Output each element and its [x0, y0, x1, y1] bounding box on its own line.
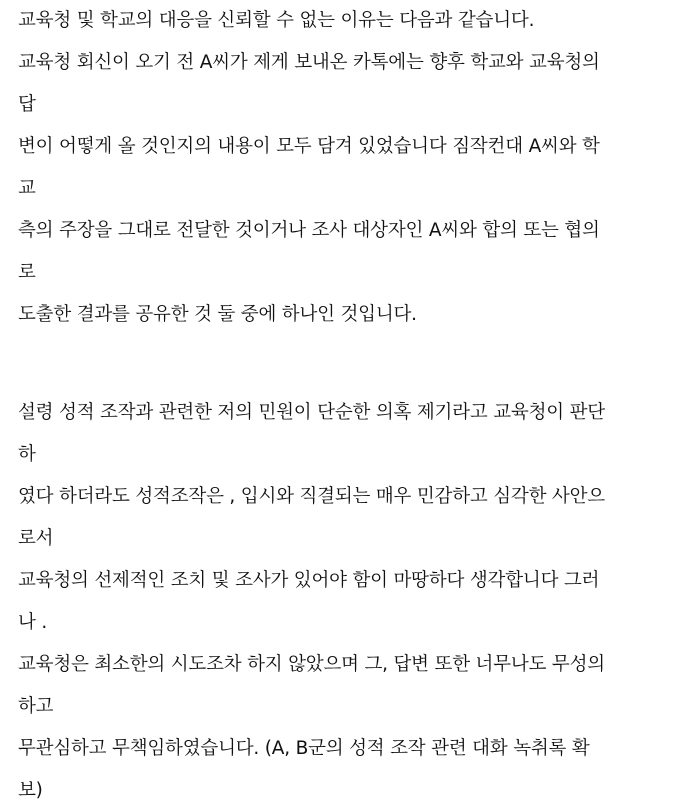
document-body	[18, 0, 694, 812]
paragraph-gap	[18, 336, 694, 392]
text-line: 보)	[18, 780, 43, 801]
text-line: 교육청 및 학교의 대응을 신뢰할 수 없는 이유는 다음과 같습니다.	[18, 10, 535, 31]
text-line: 설령 성적 조작과 관련한 저의 민원이 단순한 의혹 제기라고 교육청이 판단	[18, 402, 605, 423]
text-line: 교육청의 선제적인 조치 및 조사가 있어야 함이 마땅하다 생각합니다 그러	[18, 570, 600, 591]
text-line: 무관심하고 무책임하였습니다. (A, B군의 성적 조작 관련 대화 녹취록 확	[18, 738, 590, 759]
text-line: 측의 주장을 그대로 전달한 것이거나 조사 대상자인 A씨와 합의 또는 협의	[18, 220, 600, 241]
paragraph-1	[18, 0, 694, 336]
text-line: 교	[18, 178, 36, 199]
text-line: 로서	[18, 528, 54, 549]
paragraph-2	[18, 392, 694, 812]
text-line: 하고	[18, 696, 54, 717]
text-line: 교육청 회신이 오기 전 A씨가 제게 보내온 카톡에는 향후 학교와 교육청의	[18, 52, 600, 73]
text-line: 도출한 결과를 공유한 것 둘 중에 하나인 것입니다.	[18, 304, 417, 325]
text-line: 였다 하더라도 성적조작은 , 입시와 직결되는 매우 민감하고 심각한 사안으	[18, 486, 605, 507]
text-line: 답	[18, 94, 36, 115]
text-line: 로	[18, 262, 36, 283]
text-line: 하	[18, 444, 36, 465]
text-line: 교육청은 최소한의 시도조차 하지 않았으며 그, 답변 또한 너무나도 무성의	[18, 654, 605, 675]
text-line: 변이 어떻게 올 것인지의 내용이 모두 담겨 있었습니다 짐작컨대 A씨와 학	[18, 136, 600, 157]
text-line: 나 .	[18, 612, 48, 633]
